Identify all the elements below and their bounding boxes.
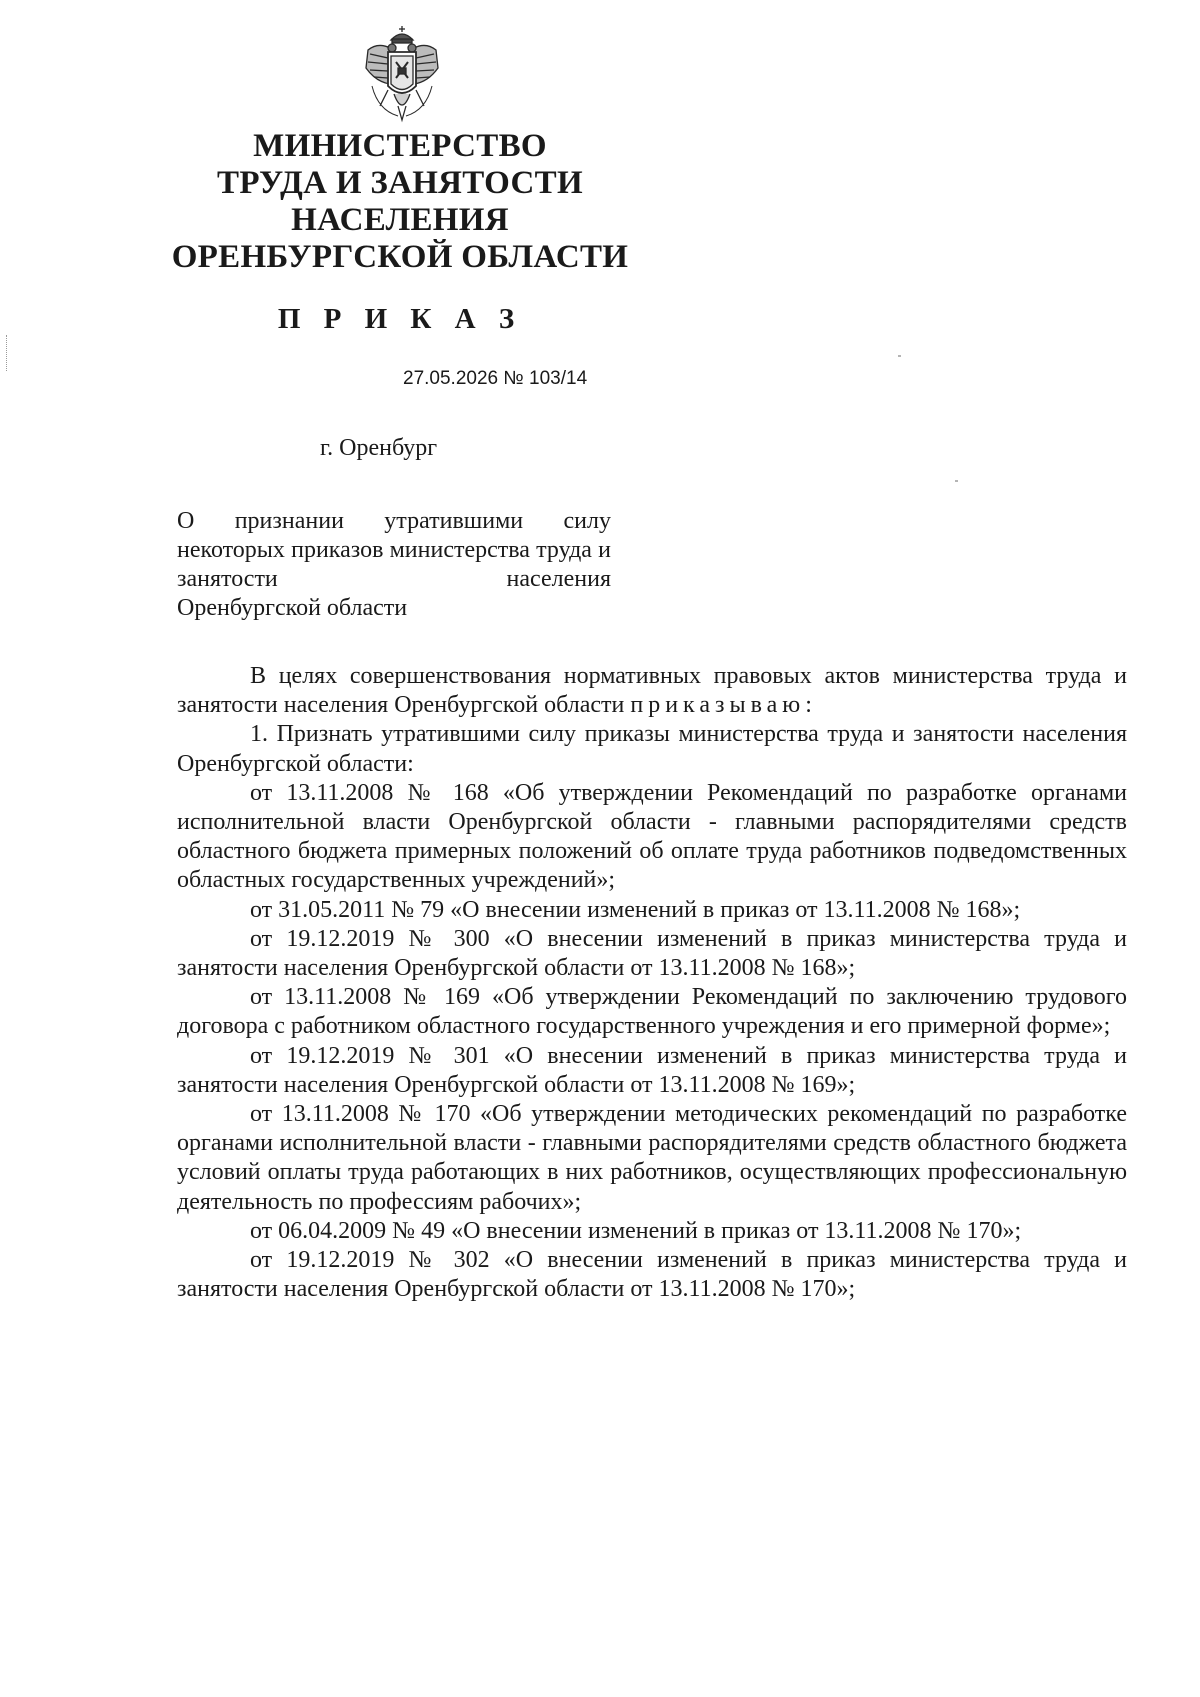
scan-speck [898, 355, 901, 357]
body-paragraph: от 19.12.2019 № 300 «О внесении изменений в приказ министерства труда и занятости населения Оренбургской области от 13.11.2008 № 168»; [177, 925, 1127, 982]
subject-line-main: О признании утратившими силу некоторых приказов министерства труда и занятости населения [177, 508, 611, 592]
header-line-3: НАСЕЛЕНИЯ [291, 202, 509, 238]
intro-text: В целях совершенствования нормативных правовых актов министерства труда и занятости населения Оренбургской области [177, 663, 1127, 719]
document-type-title: П Р И К А З [277, 303, 523, 335]
body-paragraph: от 13.11.2008 № 169 «Об утверждении Рекомендаций по заключению трудового договора с работником областного государственного учреждения и его примерной форме»; [177, 984, 1127, 1040]
document-subject [177, 507, 611, 623]
document-date-number: 27.05.2026 № 103/14 [403, 368, 588, 389]
subject-line-last: Оренбургской области [177, 595, 408, 621]
ministry-header [150, 128, 650, 276]
body-paragraph: от 13.11.2008 № 168 «Об утверждении Рекомендаций по разработке органами исполнительной власти Оренбургской области - главными распорядителями средств областного бюджета примерных положений об оплате труда работников подведомственных областных государственных учреждений»; [177, 779, 1127, 894]
body-paragraph: от 06.04.2009 № 49 «О внесении изменений в приказ от 13.11.2008 № 170»; [250, 1217, 1022, 1244]
document-city: г. Оренбург [320, 435, 438, 461]
intro-spaced-word: приказываю: [630, 692, 817, 719]
body-paragraph: от 31.05.2011 № 79 «О внесении изменений в приказ от 13.11.2008 № 168»; [250, 896, 1021, 923]
header-line-2: ТРУДА И ЗАНЯТОСТИ [217, 165, 583, 201]
body-paragraph: 1. Признать утратившими силу приказы министерства труда и занятости населения Оренбургской области: [177, 721, 1127, 777]
document-body [177, 662, 1127, 1304]
body-paragraph: от 13.11.2008 № 170 «Об утверждении методических рекомендаций по разработке органами исполнительной власти - главными распорядителями средств областного бюджета условий оплаты труда работающих в них работников, осуществляющих профессиональную деятельность по профессиям рабочих»; [177, 1101, 1127, 1215]
scan-speck [955, 480, 958, 482]
body-intro-paragraph [177, 662, 1127, 720]
coat-of-arms-icon [358, 24, 446, 124]
body-paragraph: от 19.12.2019 № 301 «О внесении изменений в приказ министерства труда и занятости населения Оренбургской области от 13.11.2008 № 169»; [177, 1042, 1127, 1098]
header-line-4: ОРЕНБУРГСКОЙ ОБЛАСТИ [171, 239, 629, 275]
scan-margin-marks [6, 335, 9, 371]
body-paragraph: от 19.12.2019 № 302 «О внесении изменений в приказ министерства труда и занятости населения Оренбургской области от 13.11.2008 № 170»; [177, 1247, 1127, 1303]
header-line-1: МИНИСТЕРСТВО [253, 128, 547, 164]
